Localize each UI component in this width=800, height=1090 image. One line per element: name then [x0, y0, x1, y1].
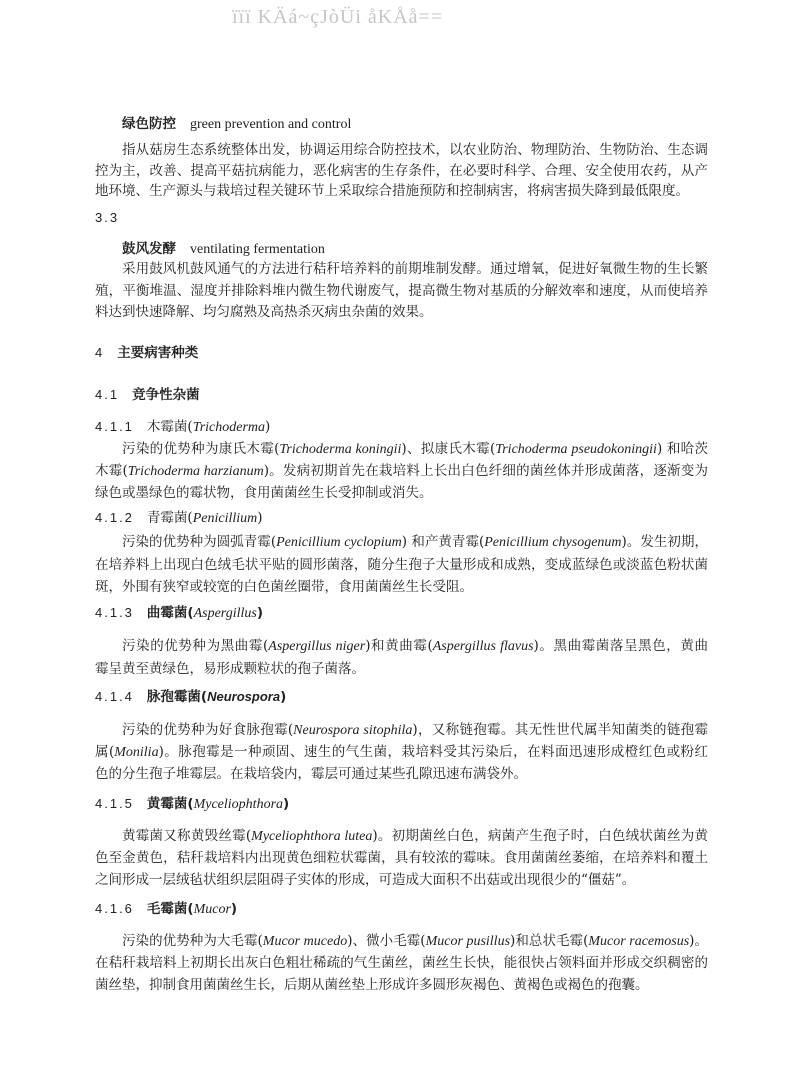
subclause-title: [147, 689, 286, 705]
text-run: )、微小毛霉(: [347, 933, 426, 949]
latin-name: Myceliophthora: [193, 797, 284, 812]
paragraph-line: [95, 741, 708, 763]
subclause-title: [147, 605, 263, 621]
text-run: 曲霉菌(: [146, 605, 194, 621]
latin-name: Trichoderma koningii: [279, 442, 402, 457]
clause-number-3-3: [95, 207, 708, 229]
paragraph-line: [95, 658, 708, 681]
text-run: )。发生初期，: [621, 534, 708, 550]
text-run: )，又称链孢霉。其无性世代属半知菌类的链孢霉: [412, 722, 708, 738]
subclause-number: 4.1.5: [95, 796, 134, 811]
latin-name: Neurospora sitophila: [293, 723, 413, 738]
paragraph-line: [95, 576, 708, 599]
text-run: 采用鼓风机鼓风通气的方法进行秸秆培养料的前期堆制发酵。通过增氧，促进好氧微生物的生长繁: [122, 261, 708, 277]
text-run: 污染的优势种为康氏木霉(: [122, 441, 280, 457]
definition-paragraph: [95, 259, 708, 324]
text-run: 绿色或墨绿色的霉状物，食用菌菌丝生长受抑制或消失。: [95, 485, 433, 501]
term-heading: [95, 113, 735, 135]
latin-name: Trichoderma: [192, 420, 266, 435]
paragraph-line: [95, 438, 708, 460]
text-run: ): [257, 510, 263, 526]
subclause-title: [147, 510, 263, 526]
latin-name: Trichoderma harzianum: [127, 464, 264, 479]
text-run: 黄霉菌又称黄毁丝霉(: [122, 828, 252, 844]
clause-title: 竞争性杂菌: [132, 387, 200, 403]
clause-number: 3.3: [95, 210, 120, 225]
text-run: 污染的优势种为黑曲霉(: [122, 638, 269, 654]
text-run: 控为主，改善、提高平菇抗病能力，恶化病害的生存条件，在必要时科学、合理、安全使用农药，从产: [95, 162, 708, 179]
paragraph-line: [95, 140, 708, 161]
term-zh: 鼓风发酵: [122, 241, 176, 257]
term-heading: [95, 238, 735, 260]
text-run: 色的分生孢子堆霉层。在栽培袋内，霉层可通过某些孔隙迅速布满袋外。: [95, 766, 527, 782]
paragraph-line: [95, 763, 708, 785]
text-run: 属(: [95, 744, 115, 760]
text-run: 指从菇房生态系统整体出发，协调运用综合防控技术，以农业防治、物理防治、生物防治、生态调: [122, 142, 708, 158]
paragraph-line: [95, 847, 708, 869]
paragraph-line: [95, 825, 708, 847]
subclause-body: [95, 635, 708, 681]
subclause-number: 4.1.1: [95, 419, 134, 434]
paragraph-line: [95, 952, 708, 974]
text-run: ): [230, 901, 238, 917]
latin-name: Monilia: [114, 745, 159, 760]
text-run: 在培养料上出现白色绒毛状平贴的圆形菌落，随分生孢子大量形成和成熟，变成蓝绿色或淡蓝色粉状菌: [95, 556, 708, 573]
subclause-number: 4.1.2: [95, 510, 134, 525]
paragraph-line: [95, 531, 708, 554]
latin-name: Trichoderma pseudokoningii: [495, 442, 657, 457]
latin-name: Myceliophthora lutea: [251, 829, 373, 844]
paragraph-line: [95, 930, 708, 952]
paragraph-line: [95, 719, 708, 741]
text-run: 地环境、生产源头与栽培过程关键环节上采取综合措施预防和控制病害，将病害损失降到最低限度。: [95, 183, 689, 199]
page-header-garbled: ïïï KÄá~çJòÜi åKÅå==: [232, 6, 444, 28]
clause-number: 4.1: [95, 387, 120, 402]
latin-name: Penicillium: [192, 511, 258, 526]
text-run: 污染的优势种为圆弧青霉(: [122, 534, 277, 550]
text-run: 木霉菌(: [146, 419, 193, 435]
text-run: ): [280, 689, 287, 705]
paragraph-line: [95, 460, 708, 482]
text-run: ): [256, 605, 264, 621]
subclause-body: [95, 930, 708, 996]
paragraph-line: [95, 869, 708, 891]
text-run: )和黄曲霉(: [365, 638, 433, 654]
text-run: 青霉菌(: [146, 510, 193, 526]
latin-name: Aspergillus: [193, 606, 257, 621]
chapter-heading: [95, 342, 708, 364]
text-run: ) 和哈茨: [656, 441, 708, 457]
paragraph-line: [95, 281, 708, 303]
subclause-heading: [95, 602, 708, 624]
subclause-body: [95, 531, 708, 599]
text-run: 毛霉菌(: [146, 901, 194, 917]
latin-name: Penicillium cyclopium: [276, 535, 402, 550]
text-run: 污染的优势种为大毛霉(: [122, 933, 263, 949]
text-run: )。初期菌丝白色，病菌产生孢子时，白色绒状菌丝为黄: [372, 828, 708, 844]
paragraph-line: [95, 259, 708, 281]
text-run: ): [283, 796, 290, 812]
paragraph-line: [95, 161, 708, 182]
text-run: 之间形成一层绒毡状组织层阻碍子实体的形成，可造成大面积不出菇或出现很少的“僵菇”。: [95, 872, 636, 888]
paragraph-line: [95, 635, 708, 658]
subclause-title: [147, 419, 270, 435]
latin-name: Mucor pusillus: [425, 934, 511, 949]
latin-name: Penicillium chysogenum: [484, 535, 622, 550]
subclause-heading: [95, 898, 708, 920]
latin-name: Neurospora: [207, 689, 281, 704]
subclause-number: 4.1.3: [95, 605, 134, 620]
paragraph-line: [95, 181, 708, 202]
text-run: 斑，外围有狭窄或较宽的白色菌丝圈带，食用菌菌丝生长受阻。: [95, 579, 473, 595]
latin-name: Mucor racemosus: [588, 934, 690, 949]
term-en: green prevention and control: [190, 117, 352, 132]
subclause-heading: [95, 507, 708, 529]
subclause-body: [95, 438, 708, 504]
text-run: )。黑曲霉菌落呈黑色，黄曲: [533, 638, 708, 654]
term-en: ventilating fermentation: [190, 242, 325, 257]
text-run: 料达到快速降解、均匀腐熟及高热杀灭病虫杂菌的效果。: [95, 304, 433, 320]
text-run: 脉孢霉菌(: [146, 689, 208, 705]
definition-paragraph: [95, 140, 708, 202]
text-run: 色至金黄色，秸秆栽培料内出现黄色细粒状霉菌，具有较浓的霉味。食用菌菌丝萎缩，在培养料和覆土: [95, 850, 708, 866]
text-run: )和总状毛霉(: [510, 933, 589, 949]
paragraph-line: [95, 974, 708, 996]
subclause-heading: [95, 416, 708, 438]
chapter-title: 主要病害种类: [117, 345, 199, 361]
latin-name: Aspergillus flavus: [432, 639, 534, 654]
subclause-title: [147, 796, 289, 812]
subclause-body: [95, 825, 708, 891]
text-run: 黄霉菌(: [146, 796, 194, 812]
text-run: 污染的优势种为好食脉孢霉(: [122, 722, 294, 738]
paragraph-line: [95, 302, 708, 324]
subclause-body: [95, 719, 708, 785]
subclause-title: [147, 901, 237, 917]
paragraph-line: [95, 482, 708, 504]
subclause-heading: [95, 793, 708, 815]
clause-heading: [95, 384, 708, 406]
subclause-heading: [95, 686, 708, 708]
text-run: 霉呈黄至黄绿色，易形成颗粒状的孢子菌落。: [95, 661, 365, 677]
text-run: )、拟康氏木霉(: [401, 441, 496, 457]
text-run: )。: [689, 933, 708, 949]
latin-name: Aspergillus niger: [268, 639, 366, 654]
latin-name: Mucor: [193, 902, 231, 917]
text-run: )。发病初期首先在栽培料上长出白色纤细的菌丝体并形成菌落，逐渐变为: [263, 463, 708, 479]
text-run: ) 和产黄青霉(: [401, 534, 485, 550]
text-run: ): [265, 419, 271, 435]
text-run: 在秸秆栽培料上初期长出灰白色粗壮稀疏的气生菌丝，菌丝生长快，能很快占领料面并形成交织稠密的: [95, 955, 708, 971]
term-zh: 绿色防控: [122, 116, 176, 132]
subclause-number: 4.1.4: [95, 689, 134, 704]
latin-name: Mucor mucedo: [262, 934, 348, 949]
text-run: 殖，平衡堆温、湿度并排除料堆内微生物代谢废气，提高微生物对基质的分解效率和速度，从而使培养: [95, 282, 708, 299]
text-run: )。脉孢霉是一种顽固、速生的气生菌，栽培料受其污染后，在料面迅速形成橙红色或粉红: [158, 744, 708, 760]
text-run: 菌丝垫，抑制食用菌菌丝生长，后期从菌丝垫上形成许多圆形灰褐色、黄褐色或褐色的孢囊。: [95, 977, 649, 993]
text-run: 木霉(: [95, 463, 128, 479]
paragraph-line: [95, 554, 708, 577]
subclause-number: 4.1.6: [95, 901, 134, 916]
chapter-number: 4: [95, 345, 105, 360]
